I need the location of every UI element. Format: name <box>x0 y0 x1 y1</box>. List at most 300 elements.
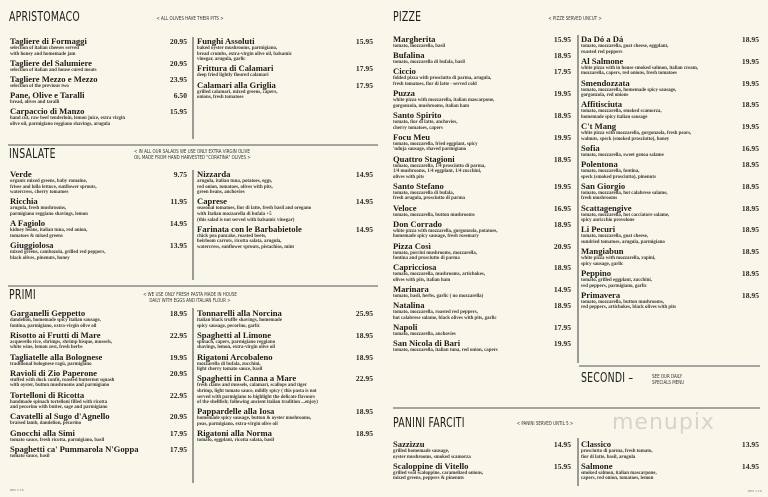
menu-item-name: Pizza Così <box>393 240 431 251</box>
menu-item-header <box>393 67 571 76</box>
section-divider <box>8 144 378 146</box>
menu-item <box>581 35 759 55</box>
menu-item <box>10 391 187 411</box>
menu-item-header <box>393 323 571 332</box>
menu-item-description: tomato, fior di latte, anchovies, cherry tomatoes, capers <box>393 119 458 131</box>
section-note-pizze: < PIZZE SERVED UNCUT > <box>548 16 602 22</box>
menu-item-name: Don Corrado <box>393 218 442 229</box>
menu-item-name: Natalina <box>393 300 425 311</box>
menu-item-price: 18.95 <box>741 100 759 110</box>
menu-item-header <box>10 91 187 100</box>
menu-item-description: tomato, mozzarella, 1/4 prosciutto di parma, 1/4 mushrooms, 1/4 eggplant, 1/4 zucchini, olives with pits <box>393 163 486 180</box>
menu-item-header <box>10 170 187 179</box>
menu-item-name: Spaghetti ca' Pummarola N'Goppa <box>10 443 139 454</box>
menu-item-description: prosciutto di parma, fresh tomato, fior di latte, basil, arugula <box>581 449 653 460</box>
menu-item-header <box>581 204 759 213</box>
menu-item <box>581 122 759 142</box>
menu-item-price: 17.95 <box>169 428 187 438</box>
menu-item <box>10 369 187 389</box>
menu-item-price: 15.95 <box>553 461 571 471</box>
menu-item <box>197 81 373 101</box>
menu-item-description: selection of italian cheeses served with honey and homemade jam <box>10 46 79 57</box>
menu-item-header <box>10 59 187 68</box>
menu-item <box>10 429 187 444</box>
menu-item <box>197 197 373 223</box>
column-divider <box>192 37 194 139</box>
pizze-column-1 <box>393 35 571 356</box>
menu-item-header <box>197 429 373 438</box>
menu-item-price: 17.95 <box>355 80 373 90</box>
menu-item-name: Al Salmone <box>581 55 624 66</box>
menu-item-header <box>197 374 373 383</box>
menu-item-description: arugula, fresh mushrooms, parmigiano reggiano shavings, lemon <box>10 206 88 217</box>
menu-item-description: spinach, capers, parmigiano reggiano shavings, lemon, extra-virgin olive oil <box>197 339 276 351</box>
menu-item <box>10 219 187 239</box>
menu-item-name: Verde <box>10 169 32 179</box>
menu-item-name: Tagliere di Formaggi <box>10 36 87 46</box>
menu-item-header <box>393 133 571 142</box>
column-divider <box>577 35 579 363</box>
menu-item-name: San Nicola di Bari <box>393 338 461 349</box>
menu-item-name: Santo Spirito <box>393 109 442 120</box>
menu-item-name: Spaghetti in Canna a Mare <box>197 373 297 384</box>
menu-item-price: 19.95 <box>553 89 571 99</box>
menu-item-header <box>581 100 759 109</box>
menu-item-description: mozzarella di bufala, zucchini, light cherry tomato sauce, basil <box>197 361 263 373</box>
menu-item-header <box>393 263 571 272</box>
menu-item-name: Ciccio <box>393 66 416 77</box>
menu-item-price: 19.95 <box>741 56 759 66</box>
panini-column-1 <box>393 440 571 484</box>
menu-item-name: Da Dó a Dá <box>581 34 624 44</box>
menu-item-header <box>581 291 759 300</box>
menu-item <box>10 107 187 127</box>
section-note-primi: < WE USE ONLY FRESH PASTA MADE IN HOUSE DAILY WITH EGGS AND ITALIAN FLOUR > <box>143 292 237 304</box>
menu-item-description: tomato, mozzarella, roasted red peppers, hot calabrese salame, black olives with pits, garlic <box>393 310 497 321</box>
menu-item-description: tomato sauce, fresh ricotta, parmigiano, basil <box>10 437 105 443</box>
menu-item-price: 13.95 <box>169 240 187 250</box>
menu-item-price: 17.95 <box>553 323 571 333</box>
menu-item-header <box>393 111 571 120</box>
menu-item-name: Sofia <box>581 142 600 153</box>
menu-item-name: Mangiabun <box>581 246 624 257</box>
menu-item-price: 19.95 <box>553 181 571 191</box>
menu-item-price: 19.95 <box>553 132 571 142</box>
menu-item-description: fresh clams and mussels, calamari, scallops and tiger shrimp, light tomato sauce, mildly spicy ( this pasta is not served with parmigiano to highlight the delicate flavours of the shellfish; following ancient italian tradition ...enjoy) <box>197 383 318 406</box>
menu-item-description: white pizza with in house smoked salmon, italian cream, mozzarella, capers, red onions, fresh tomatoes <box>581 65 699 77</box>
menu-item-price: 22.95 <box>355 374 373 384</box>
menu-item <box>581 79 759 99</box>
menu-item-name: Rigatoni alla Norma <box>197 428 272 439</box>
section-note-insalate: < IN ALL OUR SALADS WE USE ONLY EXTRA VIRGIN OLIVE OIL MADE FROM HAND HARVESTED "CORATINA" OLIVES > <box>134 149 251 161</box>
menu-item-description: arugula, italian tuna, potatoes, eggs, red onion, tomatoes, olives with pits, green beans, anchovies <box>197 179 273 196</box>
menu-item-price: 18.95 <box>355 330 373 340</box>
menu-item-name: Primavera <box>581 289 621 300</box>
menu-item-header <box>393 35 571 44</box>
menu-item-description: tomato, mozzarella, anchovies <box>393 332 456 338</box>
menu-item-description: dandelion, homemade spicy italian sausage, fontina, parmigiano, extra-virgin olive oil <box>10 318 101 329</box>
menu-item-header <box>581 225 759 234</box>
menu-item-description: grilled veal scaloppine, caramelized onions, mixed greens, peppers & pinenuts <box>393 470 484 482</box>
menu-item-price: 20.95 <box>169 37 187 46</box>
menu-item-description: white pizza with mozzarella, gorgonzola, fresh pears, walnuts, speck (smoked prosciutto), honey <box>581 131 692 142</box>
menu-item-header <box>581 57 759 66</box>
section-title-primi: PRIMI <box>9 288 36 303</box>
menu-item-name: Quattro Stagioni <box>393 153 455 164</box>
menu-item <box>393 89 571 109</box>
menu-item-header <box>10 331 187 340</box>
menu-item-price: 18.95 <box>169 309 187 318</box>
menu-item-header <box>393 301 571 310</box>
section-title-insalate: INSALATE <box>9 147 56 162</box>
menu-item-header <box>393 182 571 191</box>
menu-item-name: Farinata con le Barbabietole <box>197 223 302 234</box>
menu-item-price: 23.95 <box>169 74 187 84</box>
menu-item-price: 25.95 <box>355 309 373 318</box>
menu-item <box>10 37 187 57</box>
menu-item-header <box>581 440 759 449</box>
menu-item-name: Napoli <box>393 322 418 333</box>
revision-label: REV 1.19 <box>748 489 762 493</box>
menu-item <box>581 269 759 289</box>
menu-item-name: Tonnarelli alla Norcina <box>197 308 282 318</box>
menu-item-price: 18.95 <box>355 429 373 439</box>
menu-item-description: tomato, mozzarella di bufala, fresh arugula, prosciutto di parma <box>393 190 465 202</box>
menu-item-price: 18.95 <box>553 263 571 273</box>
menu-item-name: Tortelloni di Ricotta <box>10 389 85 400</box>
menu-item <box>393 323 571 338</box>
menu-item-header <box>197 331 373 340</box>
menu-item <box>581 204 759 224</box>
menu-item-name: San Giorgio <box>581 180 626 191</box>
menu-item-price: 14.95 <box>355 197 373 207</box>
menu-item <box>393 462 571 482</box>
menu-item-description: folded pizza with prosciutto di parma, arugula, fresh tomatoes, fior di latte - served cold <box>393 76 492 87</box>
menu-item <box>197 374 373 405</box>
menu-item-header <box>393 440 571 449</box>
section-note-panini: < PANINI SERVED UNTIL 5 > <box>516 421 574 427</box>
menu-item-description: tomato, mozzarella, fried eggplant, spicy 'nduja sausage, shaved parmigiano <box>393 141 478 153</box>
menu-item-header <box>197 309 373 318</box>
menu-item-price: 18.95 <box>741 225 759 235</box>
menu-item-header <box>197 64 373 73</box>
menu-item-name: Veloce <box>393 202 417 213</box>
menu-item <box>10 241 187 261</box>
menu-item-header <box>10 197 187 206</box>
menu-item-description: tomato, basil, herbs, garlic ( no mozzarella) <box>393 294 484 300</box>
menu-item <box>10 309 187 329</box>
menu-item-price: 18.95 <box>355 352 373 362</box>
menu-item-header <box>393 339 571 348</box>
menu-item-header <box>197 170 373 179</box>
menu-item-name: Carpaccio di Manzo <box>10 106 85 117</box>
menu-item-price: 9.75 <box>173 170 187 179</box>
menu-item-price: 20.95 <box>169 368 187 378</box>
menu-item-price: 14.95 <box>553 440 571 449</box>
menu-item <box>10 91 187 106</box>
menu-item <box>581 291 759 311</box>
menu-item-name: C't Mang <box>581 121 617 132</box>
menu-item <box>10 75 187 90</box>
menu-item-description: grilled homemade sausage, oyster mushrooms, smoked scamorza <box>393 449 471 460</box>
menu-item-description: tomato, mozzarella, smoked scamorza, homemade spicy italian sausage <box>581 109 662 120</box>
menu-item-header <box>197 37 373 46</box>
menu-item-header <box>10 429 187 438</box>
menu-item-description: seasonal tomatoes, fior di latte, fresh basil and oregano with Italian mozzarella di bufala +5 (this salad is not served with balsamic vinegar) <box>197 206 312 223</box>
menu-item-price: 14.95 <box>553 285 571 295</box>
menu-item-name: Caprese <box>197 196 227 207</box>
menu-item-price: 19.95 <box>169 352 187 362</box>
menu-item-price: 22.95 <box>169 390 187 400</box>
menu-item-description: smoked salmon, italian mascarpone, capers, red onion, tomatoes, lemon <box>581 470 657 482</box>
menu-item-description: organic mixed greens, baby romaine, frisee and lolla lettuce, sunflower sprouts, watercress, cherry tomatoes <box>10 179 97 196</box>
menu-item-description: tomato, mozzarella, italian tuna, red onion, capers <box>393 348 498 354</box>
menu-item <box>197 170 373 196</box>
menu-item-name: Pappardelle alla Iosa <box>197 406 275 417</box>
menu-item-price: 19.95 <box>553 339 571 349</box>
menu-item-price: 15.95 <box>355 37 373 46</box>
menu-item-description: italian black truffle shavings, homemade spicy sausage, pecorino, garlic <box>197 318 282 329</box>
apristomaco-column-1 <box>10 37 187 129</box>
column-divider <box>192 308 194 483</box>
menu-item-price: 20.95 <box>169 412 187 422</box>
menu-item-price: 15.95 <box>553 35 571 44</box>
menu-item-price: 18.95 <box>741 35 759 44</box>
menu-item-name: Margherita <box>393 34 436 44</box>
menu-item-price: 18.95 <box>741 181 759 191</box>
menu-item <box>10 445 187 460</box>
menu-item-name: Classico <box>581 439 612 449</box>
menu-item-description: baked oyster mushrooms, parmigiano, bread crumbs, extra-virgin olive oil, balsamic vinegar, arugula, garlic <box>197 46 292 63</box>
menu-item-name: Calamari alla Griglia <box>197 79 276 90</box>
menu-item-description: stuffed with duck confit, roasted butternut squash with oyster, button mushrooms and parmigiano <box>10 377 115 389</box>
menu-item <box>197 64 373 79</box>
menu-item-name: Sazzizzu <box>393 439 425 449</box>
menu-item-description: selection of italian and house cured meats <box>10 67 97 73</box>
menu-item-price: 18.95 <box>741 160 759 170</box>
menu-item-name: Focu Meu <box>393 131 430 142</box>
menu-item-name: Capricciosa <box>393 262 437 273</box>
menu-item-description: acquerello rice, shrimps, shrimp bisque, mussels, white wine, lemon zest, fresh herbs <box>10 339 112 351</box>
menu-item-header <box>581 462 759 471</box>
menu-item <box>393 111 571 131</box>
menu-item-header <box>10 412 187 421</box>
menu-item-header <box>10 75 187 84</box>
menu-item-description: tomato, mozzarella, hot cacciatore salame, spicy auricchio provolone <box>581 212 670 224</box>
menu-item-price: 11.95 <box>170 197 187 207</box>
menu-item-price: 18.95 <box>553 51 571 61</box>
menu-item <box>393 242 571 262</box>
menu-item-price: 18.95 <box>553 154 571 164</box>
menu-item <box>393 440 571 460</box>
menu-item-header <box>393 285 571 294</box>
menu-item-description: tomato, mozzarella, fontina, speck (smoked prosciutto), pinenuts <box>581 169 656 180</box>
section-divider <box>579 365 760 367</box>
menu-item-description: chick pea pancake, roasted beets, heirloom carrots, ricotta salata, arugula, watercress, sunflower sprouts, pistachios, mint <box>197 233 295 250</box>
menu-item <box>10 197 187 217</box>
menu-item-description: deep fried lightly floured calamari <box>197 73 269 79</box>
menu-item <box>10 412 187 427</box>
menu-item-header <box>197 225 373 234</box>
menu-item-header <box>10 309 187 318</box>
menu-item-description: tomato sauce, basil <box>10 453 50 459</box>
menu-item <box>10 170 187 196</box>
menu-item-price: 14.95 <box>741 461 759 471</box>
menu-item-header <box>581 160 759 169</box>
menu-item-description: selection of the previous two <box>10 83 69 89</box>
primi-column-1 <box>10 309 187 461</box>
menu-item-name: Smendozzata <box>581 77 630 88</box>
menu-item-name: Cavatelli al Sugo d'Agnello <box>10 411 110 422</box>
menu-item-description: tomato, mozzarella, mushrooms, artichokes, olives with pits, italian ham <box>393 272 486 283</box>
menu-item-header <box>581 247 759 256</box>
menu-item-description: grilled calamari, mixed greens, capers, onions, fresh tomatoes <box>197 89 278 101</box>
menu-item-description: mixed greens, cambozola, grilled red peppers, black olives, pinenuts, honey <box>10 249 106 261</box>
menu-item <box>581 57 759 77</box>
menu-item-description: white pizza with mozzarella, italian mascarpone, gorgonzola, mushrooms, italian ham <box>393 98 495 109</box>
insalate-column-2 <box>197 170 373 252</box>
menu-item <box>393 220 571 240</box>
menu-item <box>197 353 373 373</box>
column-divider <box>577 438 579 486</box>
menu-item-name: Tagliere Mezzo e Mezzo <box>10 73 98 84</box>
menu-item-description: tomato, porcini mushrooms, mozzarella, fontina and prosciutto di parma <box>393 250 477 262</box>
menu-item-header <box>581 35 759 44</box>
menu-item-header <box>197 407 373 416</box>
menu-item-name: Bufalina <box>393 50 425 61</box>
section-divider <box>393 407 760 409</box>
menu-item <box>197 225 373 251</box>
menu-item-price: 18.95 <box>741 290 759 300</box>
menu-item <box>581 462 759 482</box>
menu-item-name: Nizzarda <box>197 169 231 179</box>
menu-item <box>581 247 759 267</box>
menu-item <box>393 263 571 283</box>
apristomaco-column-2 <box>197 37 373 102</box>
menu-item-header <box>581 269 759 278</box>
menu-item-header <box>581 122 759 131</box>
menu-item-price: 18.95 <box>553 301 571 311</box>
menu-item-header <box>197 353 373 362</box>
menu-item <box>581 160 759 180</box>
menu-item-header <box>581 182 759 191</box>
section-divider <box>8 285 378 287</box>
menu-item-price: 16.95 <box>741 143 759 153</box>
menu-item-name: Funghi Assoluti <box>197 36 255 46</box>
menu-item-price: 18.95 <box>741 247 759 257</box>
menu-item-description: kidney beans, italian tuna, red onion, tomatoes & mixed greens <box>10 228 88 239</box>
column-divider <box>192 170 194 280</box>
menu-item-header <box>393 242 571 251</box>
menu-item-name: Tagliatelle alla Bolognese <box>10 351 103 362</box>
menu-item-price: 14.95 <box>355 224 373 234</box>
menu-item-name: Affitisciuta <box>581 99 623 110</box>
menu-item-description: tomato, eggplant, ricotta salata, basil <box>197 438 275 444</box>
menu-item-price: 19.95 <box>741 78 759 88</box>
menu-item-description: tomato, mozzarella, hot calabrese salame, fresh mushrooms <box>581 190 668 202</box>
menu-item-header <box>10 353 187 362</box>
menu-item-header <box>10 445 187 454</box>
menu-item-header <box>10 37 187 46</box>
section-title-secondi: SECONDI – <box>581 371 634 386</box>
menu-item-price: 18.95 <box>355 407 373 417</box>
menu-item-price: 17.95 <box>169 444 187 454</box>
menu-item-price: 18.95 <box>553 219 571 229</box>
menu-item-description: tomato, mozzarella, goat cheese, eggplant, roasted red peppers <box>581 44 669 55</box>
section-title-panini: PANINI FARCITI <box>393 416 465 431</box>
menu-item <box>393 339 571 354</box>
menu-item-header <box>393 462 571 471</box>
menu-item-name: Ricchia <box>10 196 38 207</box>
menu-item-name: Gnocchi alla Simi <box>10 427 75 438</box>
menu-item-description: tomato, mozzarella, basil <box>393 44 446 49</box>
menu-item-name: Tagliere del Salumiere <box>10 57 92 68</box>
section-note-apristomaco: < ALL OLIVES HAVE THEIR PITS > <box>156 16 224 22</box>
menu-item <box>581 100 759 120</box>
menu-item-description: white pizza with mozzarella, rapini, spicy sausage, garlic <box>581 256 656 267</box>
menu-item-header <box>10 241 187 250</box>
menu-item <box>197 37 373 63</box>
menu-item-header <box>581 144 759 153</box>
menu-item <box>581 144 759 159</box>
menu-item-name: Puzza <box>393 88 415 99</box>
menu-item <box>393 155 571 181</box>
menu-item <box>393 285 571 300</box>
watermark: menupix <box>612 410 715 435</box>
menu-item <box>393 51 571 66</box>
menu-item-price: 13.95 <box>741 440 759 449</box>
menu-item-name: Risotto ai Frutti di Mare <box>10 329 101 340</box>
menu-item <box>581 182 759 202</box>
menu-item <box>10 59 187 74</box>
menu-item <box>581 440 759 460</box>
menu-item <box>393 67 571 87</box>
menu-item-description: tomato, mozzarella, button mushrooms <box>393 212 475 218</box>
menu-item-name: Giuggiolosa <box>10 239 54 250</box>
menu-item-name: Scattagengive <box>581 202 632 213</box>
menu-item-header <box>10 391 187 400</box>
menu-item-description: tomato, mozzarella di bufala, basil <box>393 60 465 66</box>
menu-item-header <box>393 204 571 213</box>
menu-item-price: 18.95 <box>741 203 759 213</box>
menu-item-price: 6.50 <box>173 91 187 101</box>
menu-item <box>581 225 759 245</box>
menu-item-name: Scaloppine di Vitello <box>393 460 469 471</box>
menu-item-price: 14.95 <box>355 170 373 179</box>
menu-item <box>197 407 373 427</box>
menu-item-description: tomato, mozzarella, homemade spicy sausage, gorgonzola, red onions <box>581 87 677 99</box>
menu-item-header <box>10 107 187 116</box>
menu-item <box>393 182 571 202</box>
menu-item-name: Rigatoni Arcobaleno <box>197 351 273 362</box>
menu-item <box>197 331 373 351</box>
menu-item-name: Pane, Olive e Taralli <box>10 90 85 101</box>
menu-item-price: 20.95 <box>553 241 571 251</box>
menu-item-header <box>10 219 187 228</box>
menu-item-name: Santo Stefano <box>393 180 444 191</box>
menu-item-price: 22.95 <box>169 330 187 340</box>
menu-item-price: 14.95 <box>169 219 187 229</box>
menu-item <box>393 301 571 321</box>
menu-item <box>197 309 373 329</box>
section-note-secondi: SEE OUR DAILY SPECIALS MENU <box>652 374 685 386</box>
menu-item-header <box>197 81 373 90</box>
menu-item <box>10 353 187 368</box>
menu-item-description: tomato, mozzarella, sweet genoa salame <box>581 152 664 158</box>
menu-item-header <box>10 369 187 378</box>
menu-item-name: Marinara <box>393 284 429 295</box>
menu-item-name: Frittura di Calamari <box>197 63 274 74</box>
